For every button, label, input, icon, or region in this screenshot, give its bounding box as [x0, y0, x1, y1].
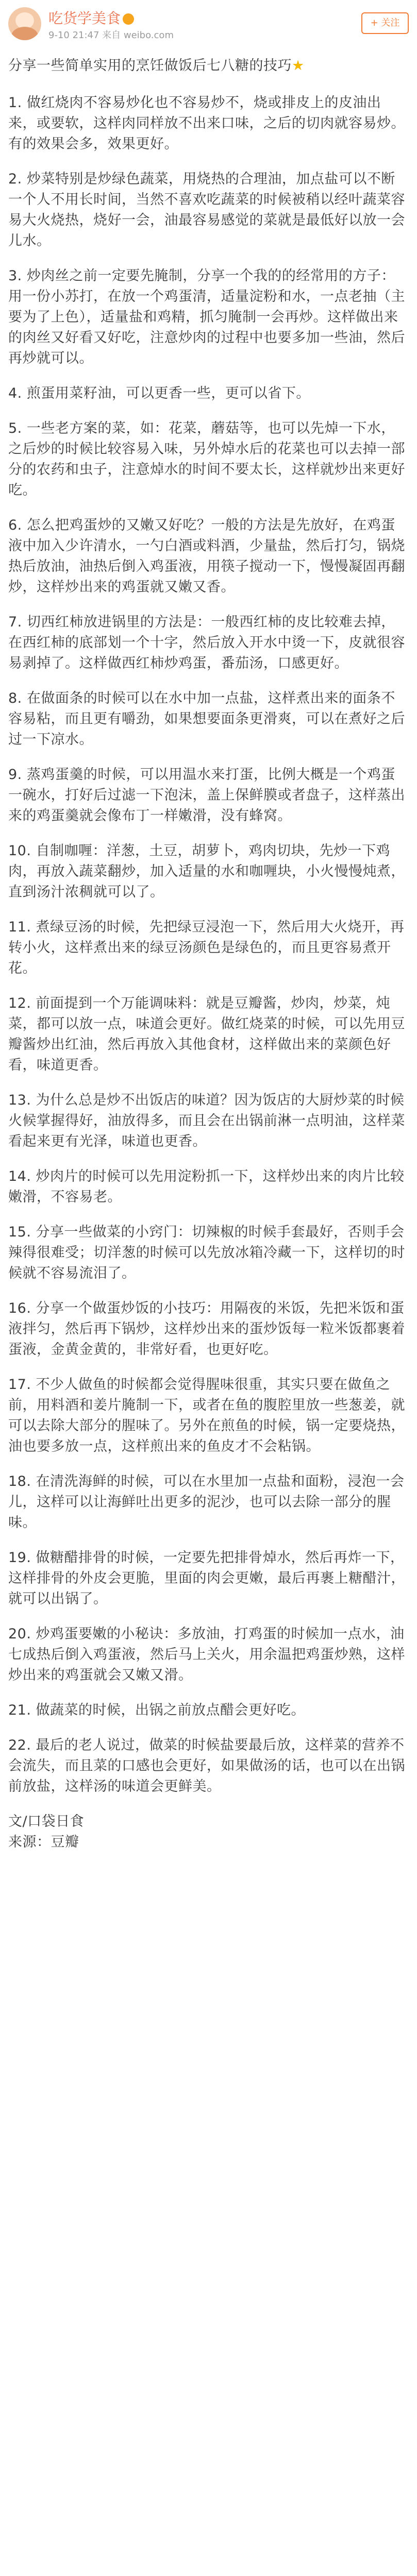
signature-author: 文/口袋日食 — [8, 1814, 85, 1829]
tip-paragraph: 10. 自制咖喱：洋葱，土豆，胡萝卜，鸡肉切块，先炒一下鸡肉，再放入蔬菜翻炒，加入适量的水和咖喱块，小火慢慢炖煮，直到汤汁浓稠就可以了。 — [8, 843, 405, 900]
tip-paragraph: 21. 做蔬菜的时候，出锅之前放点醋会更好吃。 — [8, 1702, 306, 1718]
tip-paragraph: 4. 煎蛋用菜籽油，可以更香一些，更可以省下。 — [8, 385, 310, 401]
tip-paragraph: 9. 蒸鸡蛋羹的时候，可以用温水来打蛋，比例大概是一个鸡蛋一碗水，打好后过滤一下泡沫，盖上保鲜膜或者盘子，这样蒸出来的鸡蛋羹就会像布丁一样嫩滑，没有蜂窝。 — [8, 767, 405, 824]
star-icon: ★ — [292, 58, 305, 74]
intro-text: 分享一些简单实用的烹饪做饭后七八糖的技巧 — [8, 58, 292, 74]
tip-paragraph: 12. 前面提到一个万能调味料：就是豆瓣酱，炒肉，炒菜，炖菜，都可以放一点，味道会更好。做红烧菜的时候，可以先用豆瓣酱炒出红油，然后再放入其他食材，这样做出来的菜颜色好看，味道更香。 — [8, 995, 405, 1073]
vip-badge-icon — [123, 13, 134, 25]
post-meta: 9-10 21:47 来自 weibo.com — [48, 30, 174, 41]
post-content — [8, 56, 409, 1867]
paragraph-list — [8, 93, 409, 1797]
tip-paragraph: 11. 煮绿豆汤的时候，先把绿豆浸泡一下，然后用大火烧开，再转小火，这样煮出来的绿豆汤颜色是绿色的，而且更容易煮开花。 — [8, 919, 405, 976]
tip-paragraph: 19. 做糖醋排骨的时候，一定要先把排骨焯水，然后再炸一下，这样排骨的外皮会更脆，里面的肉会更嫩，最后再裹上糖醋汁，就可以出锅了。 — [8, 1550, 405, 1607]
tip-paragraph: 20. 炒鸡蛋要嫩的小秘诀：多放油，打鸡蛋的时候加一点水，油七成热后倒入鸡蛋液，然后马上关火，用余温把鸡蛋炒熟，这样炒出来的鸡蛋就会又嫩又滑。 — [8, 1626, 405, 1683]
tip-paragraph: 14. 炒肉片的时候可以先用淀粉抓一下，这样炒出来的肉片比较嫩滑，不容易老。 — [8, 1168, 405, 1205]
tip-paragraph: 8. 在做面条的时候可以在水中加一点盐，这样煮出来的面条不容易粘，而且更有嚼劲，如果想要面条更滑爽，可以在煮好之后过一下凉水。 — [8, 690, 405, 748]
tip-paragraph: 3. 炒肉丝之前一定要先腌制，分享一个我的的经常用的方子：用一份小苏打，在放一个鸡蛋清，适量淀粉和水，一点老抽（主要为了上色），适量盐和鸡精，抓匀腌制一会再炒。这样做出来的肉丝又好看又好吃，注意炒肉的过程中也要多加一些油，然后再炒就可以。 — [8, 268, 405, 366]
tip-paragraph: 2. 炒菜特别是炒绿色蔬菜，用烧热的合理油，加点盐可以不断一个人不用长时间，当然不喜欢吃蔬菜的时候被稍以经叶蔬菜容易大火烧热，烧好一会，油最容易感觉的菜就是最低好以放一会儿水。 — [8, 171, 405, 249]
username-text[interactable]: 吃货学美食 — [48, 10, 121, 27]
username-link[interactable] — [48, 7, 134, 28]
post-intro — [8, 56, 409, 76]
tip-paragraph: 22. 最后的老人说过，做菜的时候盐要最后放，这样菜的营养不会流失，而且菜的口感也会更好，如果做汤的话，也可以在出锅前放盐，这样汤的味道会更鲜美。 — [8, 1737, 405, 1794]
tip-paragraph: 15. 分享一些做菜的小窍门：切辣椒的时候手套最好，否则手会辣得很难受；切洋葱的时候可以先放冰箱冷藏一下，这样切的时候就不容易流泪了。 — [8, 1224, 405, 1281]
tip-paragraph: 6. 怎么把鸡蛋炒的又嫩又好吃？一般的方法是先放好，在鸡蛋液中加入少许清水，一勺白酒或料酒，少量盐，然后打匀，锅烧热后放油，油热后倒入鸡蛋液，用筷子搅动一下，慢慢凝固再翻炒，这样炒出来的鸡蛋就又嫩又香。 — [8, 517, 405, 595]
follow-button[interactable]: + 关注 — [361, 12, 409, 34]
tip-paragraph: 18. 在清洗海鲜的时候，可以在水里加一点盐和面粉，浸泡一会儿，这样可以让海鲜吐出更多的泥沙，也可以去除一部分的腥味。 — [8, 1473, 405, 1531]
tip-paragraph: 16. 分享一个做蛋炒饭的小技巧：用隔夜的米饭，先把米饭和蛋液拌匀，然后再下锅炒，这样炒出来的蛋炒饭每一粒米饭都裹着蛋液，金黄金黄的，非常好看，也更好吃。 — [8, 1300, 405, 1358]
tip-paragraph: 7. 切西红柿放进锅里的方法是：一般西红柿的皮比较难去掉，在西红柿的底部划一个十字，然后放入开水中烫一下，皮就很容易剥掉了。这样做西红柿炒鸡蛋，番茄汤，口感更好。 — [8, 614, 405, 671]
tip-paragraph: 17. 不少人做鱼的时候都会觉得腥味很重，其实只要在做鱼之前，用料酒和姜片腌制一下，或者在鱼的腹腔里放一些葱姜，就可以去除大部分的腥味了。另外在煎鱼的时候，锅一定要烧热，油也要多放一点，这样煎出来的鱼皮才不会粘锅。 — [8, 1377, 405, 1454]
tip-paragraph: 1. 做红烧肉不容易炒化也不容易炒不，烧或排皮上的皮油出来，或要软，这样肉同样放不出来口味，之后的切肉就容易炒。有的效果会多，效果更好。 — [8, 95, 405, 152]
post-header — [0, 0, 417, 49]
signature-source: 来源：豆瓣 — [8, 1834, 79, 1850]
tip-paragraph: 5. 一些老方案的菜，如：花菜，蘑菇等，也可以先焯一下水，之后炒的时候比较容易入味，另外焯水后的花菜也可以去掉一部分的农药和虫子，注意焯水的时间不要太长，这样就炒出来更好吃。 — [8, 420, 405, 498]
avatar[interactable] — [8, 7, 41, 40]
tip-paragraph: 13. 为什么总是炒不出饭店的味道？因为饭店的大厨炒菜的时候火候掌握得好，油放得多，而且会在出锅前淋一点明油，这样菜看起来更有光泽，味道也更香。 — [8, 1092, 405, 1149]
signature — [8, 1811, 409, 1853]
